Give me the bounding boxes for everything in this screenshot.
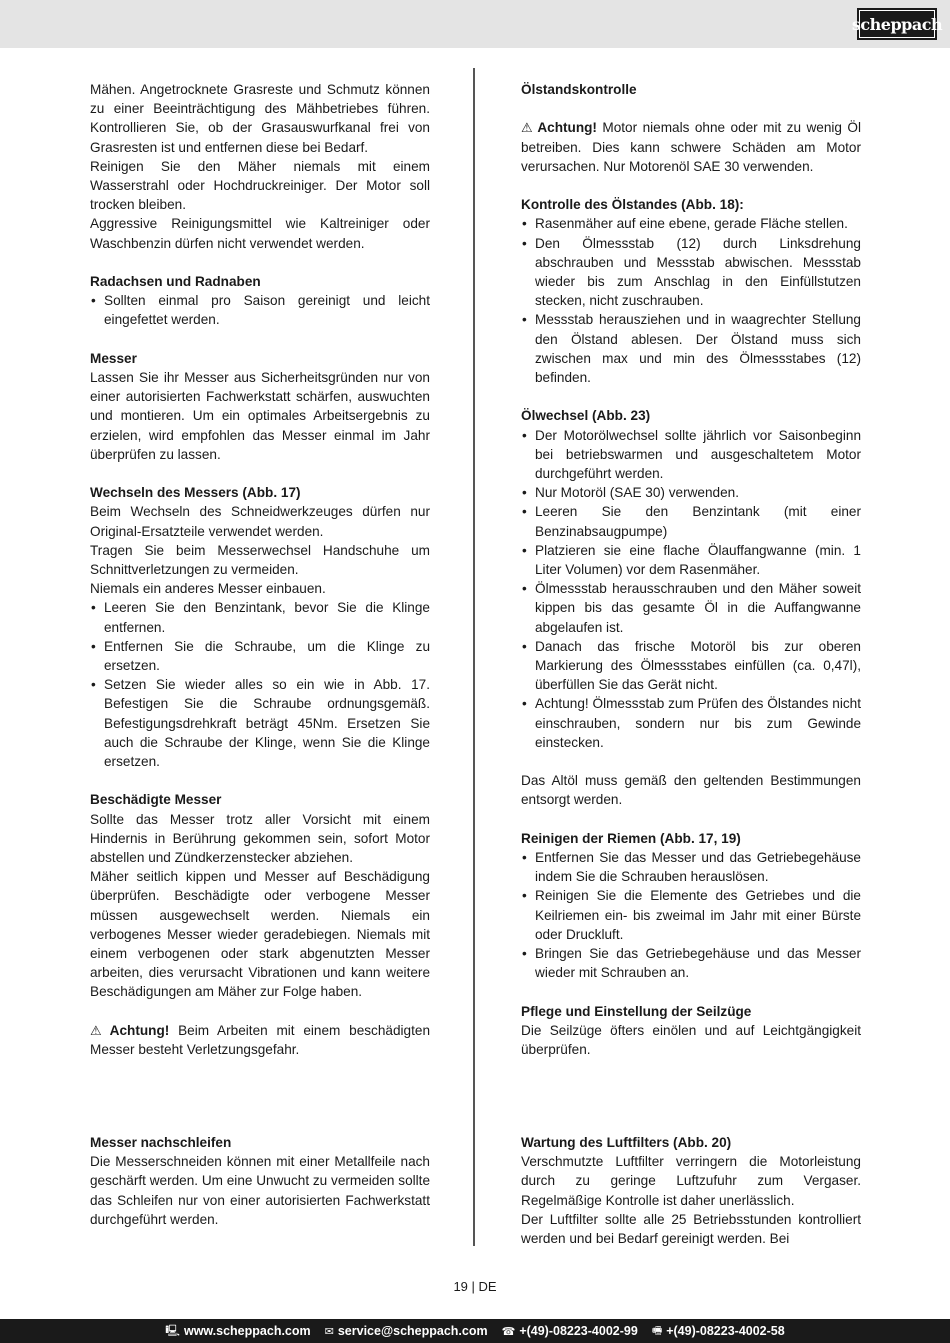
- list-item: • Leeren Sie den Benzintank, bevor Sie die Klinge entfernen.: [90, 598, 430, 636]
- warning-text: Motor niemals ohne oder mit zu wenig Öl betreiben. Dies kann schwere Schäden am Motor verursachen. Nur Motorenöl SAE 30 verwenden.: [521, 120, 862, 174]
- intro-paragraph: Mähen. Angetrocknete Grasreste und Schmutz können zu einer Beeinträchtigung des Mähbetriebes führen. Kontrollieren Sie, ob der Grasauswurfkanal frei von Grasresten ist und entfernen diese bei Bedarf.: [90, 82, 430, 155]
- list-item: • Bringen Sie das Getriebegehäuse und das Messer wieder mit Schrauben an.: [521, 944, 861, 982]
- section-paragraph: Die Seilzüge öfters einölen und auf Leichtgängigkeit überprüfen.: [521, 1022, 861, 1058]
- footer-fax: [652, 1322, 785, 1341]
- left-lower-block: [90, 1133, 430, 1229]
- warning-label: Achtung!: [109, 1022, 170, 1038]
- section-heading-messer: Messer: [90, 350, 137, 366]
- list-item: • Ölmessstab herausschrauben und den Mäher soweit kippen bis das gesamte Öl in die Auffangwanne abgelaufen ist.: [521, 579, 861, 637]
- section-heading-nachschleifen: Messer nachschleifen: [90, 1135, 232, 1150]
- list-item: • Entfernen Sie die Schraube, um die Klinge zu ersetzen.: [90, 637, 430, 675]
- list-item: • Danach das frische Motoröl bis zur oberen Markierung des Ölmessstabes einfüllen (ca. 0,47l), überfüllen Sie das Gerät nicht.: [521, 637, 861, 695]
- warning-paragraph: [90, 1021, 430, 1059]
- section-paragraph: Niemals ein anderes Messer einbauen.: [90, 581, 326, 597]
- scheppach-logo: [851, 8, 943, 40]
- list-item: • Nur Motoröl (SAE 30) verwenden.: [521, 483, 861, 502]
- monitor-icon: 🖳: [165, 1324, 180, 1337]
- section-heading-seilzuege: Pflege und Einstellung der Seilzüge: [521, 1003, 752, 1019]
- section-heading-radachsen: Radachsen und Radnaben: [90, 274, 261, 290]
- section-paragraph: Lassen Sie ihr Messer aus Sicherheitsgründen nur von einer autorisierten Fachwerkstatt schärfen, auswuchten und montieren. Um ein optimales Arbeitsergebnis zu erzielen, wird empfohlen das Messer einmal im Jahr überprüfen zu lassen.: [90, 370, 430, 462]
- footer-web[interactable]: [165, 1322, 310, 1341]
- fax-icon: 🖷: [651, 1324, 663, 1337]
- bullet-list: [521, 848, 861, 982]
- list-item: • Sollten einmal pro Saison gereinigt und leicht eingefettet werden.: [90, 291, 430, 329]
- left-column: [90, 80, 430, 1059]
- section-paragraph: Tragen Sie beim Messerwechsel Handschuhe um Schnittverletzungen zu vermeiden.: [90, 542, 430, 578]
- section-heading-kontrolle: Kontrolle des Ölstandes (Abb. 18):: [521, 197, 744, 213]
- footer-bar: [0, 1319, 950, 1343]
- column-divider: [473, 68, 475, 1246]
- bullet-list: [90, 291, 430, 329]
- list-item: • Platzieren sie eine flache Ölauffangwanne (min. 1 Liter Volumen) vor dem Rasenmäher.: [521, 541, 861, 579]
- warning-label: Achtung!: [537, 120, 597, 136]
- section-paragraph: Mäher seitlich kippen und Messer auf Beschädigung überprüfen. Beschädigte oder verbogene Messer müssen ausgewechselt werden. Niemals ein verbogenes Messer wieder geradebiegen. Niemals mit einem verbogenen oder stark abgenutzten Messer arbeiten, dies verursacht Vibrationen und kann weitere Beschädigungen am Mäher zur Folge haben.: [90, 869, 430, 1000]
- list-item: • Reinigen Sie die Elemente des Getriebes und die Keilriemen ein- bis zweimal im Jahr mit einer Bürste oder Druckluft.: [521, 886, 861, 944]
- section-heading-riemen: Reinigen der Riemen (Abb. 17, 19): [521, 830, 741, 846]
- section-paragraph: Sollte das Messer trotz aller Vorsicht mit einem Hindernis in Berührung gekommen sein, sofort Motor abstellen und Zündkerzenstecker abziehen.: [90, 811, 430, 866]
- footer-web-text: www.scheppach.com: [183, 1324, 311, 1338]
- page-number: 19 | DE: [453, 1279, 497, 1294]
- warning-triangle-icon: ⚠: [90, 1022, 107, 1038]
- list-item: • Leeren Sie den Benzintank (mit einer Benzinabsaugpumpe): [521, 502, 861, 540]
- phone-icon: ☎: [501, 1325, 516, 1338]
- warning-triangle-icon: ⚠: [521, 120, 535, 136]
- list-item: • Den Ölmessstab (12) durch Linksdrehung abschrauben und Messstab abwischen. Messstab wieder bis zum Anschlag in den Einfüllstutzen stecken, nicht zuschrauben.: [521, 234, 861, 311]
- list-item: • Achtung! Ölmessstab zum Prüfen des Ölstandes nicht einschrauben, sondern nur bis zum Gewinde einstecken.: [521, 694, 861, 752]
- section-heading-luftfilter: Wartung des Luftfilters (Abb. 20): [521, 1135, 732, 1150]
- intro-paragraph: Aggressive Reinigungsmittel wie Kaltreiniger oder Waschbenzin dürfen nicht verwendet werden.: [90, 216, 430, 251]
- footer-fax-text: +(49)-08223-4002-58: [666, 1324, 785, 1338]
- footer-phone-text: +(49)-08223-4002-99: [519, 1324, 638, 1338]
- section-heading-beschaedigt: Beschädigte Messer: [90, 792, 222, 808]
- section-heading-oelwechsel: Ölwechsel (Abb. 23): [521, 408, 651, 424]
- section-paragraph: Das Altöl muss gemäß den geltenden Bestimmungen entsorgt werden.: [521, 773, 861, 808]
- footer-email-text: service@scheppach.com: [337, 1324, 488, 1338]
- footer-phone: [502, 1324, 638, 1338]
- list-item: • Rasenmäher auf eine ebene, gerade Fläche stellen.: [521, 214, 861, 233]
- header-band: [0, 0, 950, 48]
- bullet-list: [521, 426, 861, 752]
- list-item: • Entfernen Sie das Messer und das Getriebegehäuse indem Sie die Schrauben herauslösen.: [521, 848, 861, 886]
- list-item: • Messstab herausziehen und in waagrechter Stellung den Ölstand ablesen. Der Ölstand muss sich zwischen max und min des Ölmessstabes (12) befinden.: [521, 310, 861, 387]
- section-paragraph: Der Luftfilter sollte alle 25 Betriebsstunden kontrolliert werden und bei Bedarf gereinigt werden. Bei: [521, 1211, 861, 1247]
- mail-icon: ✉: [324, 1325, 334, 1338]
- section-paragraph: Die Messerschneiden können mit einer Metallfeile nach geschärft werden. Um eine Unwucht zu vermeiden sollte das Schleifen nur von einer autorisierten Fachwerkstatt durchgeführt werden.: [90, 1154, 431, 1227]
- bullet-list: [521, 214, 861, 387]
- section-paragraph: Verschmutzte Luftfilter verringern die Motorleistung durch zu geringe Luftzufuhr zum Vergaser. Regelmäßige Kontrolle ist daher unerlässlich.: [521, 1154, 861, 1208]
- section-heading-wechseln: Wechseln des Messers (Abb. 17): [90, 485, 301, 501]
- logo-text: scheppach: [851, 14, 943, 34]
- warning-text: Beim Arbeiten mit einem beschädigten Messer besteht Verletzungsgefahr.: [90, 1022, 431, 1058]
- list-item: • Setzen Sie wieder alles so ein wie in Abb. 17. Befestigen Sie die Schraube ordnungsgemäß. Befestigungsdrehkraft beträgt 45Nm. Ersetzen Sie auch die Schraube der Klinge, wenn Sie die Klinge ersetzen.: [90, 675, 430, 771]
- warning-paragraph: [521, 118, 861, 176]
- intro-paragraph: Reinigen Sie den Mäher niemals mit einem Wasserstrahl oder Hochdruckreiniger. Der Motor soll trocken bleiben.: [90, 158, 430, 213]
- list-item: • Der Motorölwechsel sollte jährlich vor Saisonbeginn bei betriebswarmen und ausgeschaltetem Motor durchgeführt werden.: [521, 426, 861, 484]
- bullet-list: [90, 598, 430, 771]
- right-column: [521, 80, 861, 1059]
- right-lower-block: [521, 1133, 861, 1248]
- footer-email[interactable]: [325, 1324, 488, 1338]
- section-heading-oelstand: Ölstandskontrolle: [521, 82, 637, 97]
- section-paragraph: Beim Wechseln des Schneidwerkzeuges dürfen nur Original-Ersatzteile verwendet werden.: [90, 504, 430, 539]
